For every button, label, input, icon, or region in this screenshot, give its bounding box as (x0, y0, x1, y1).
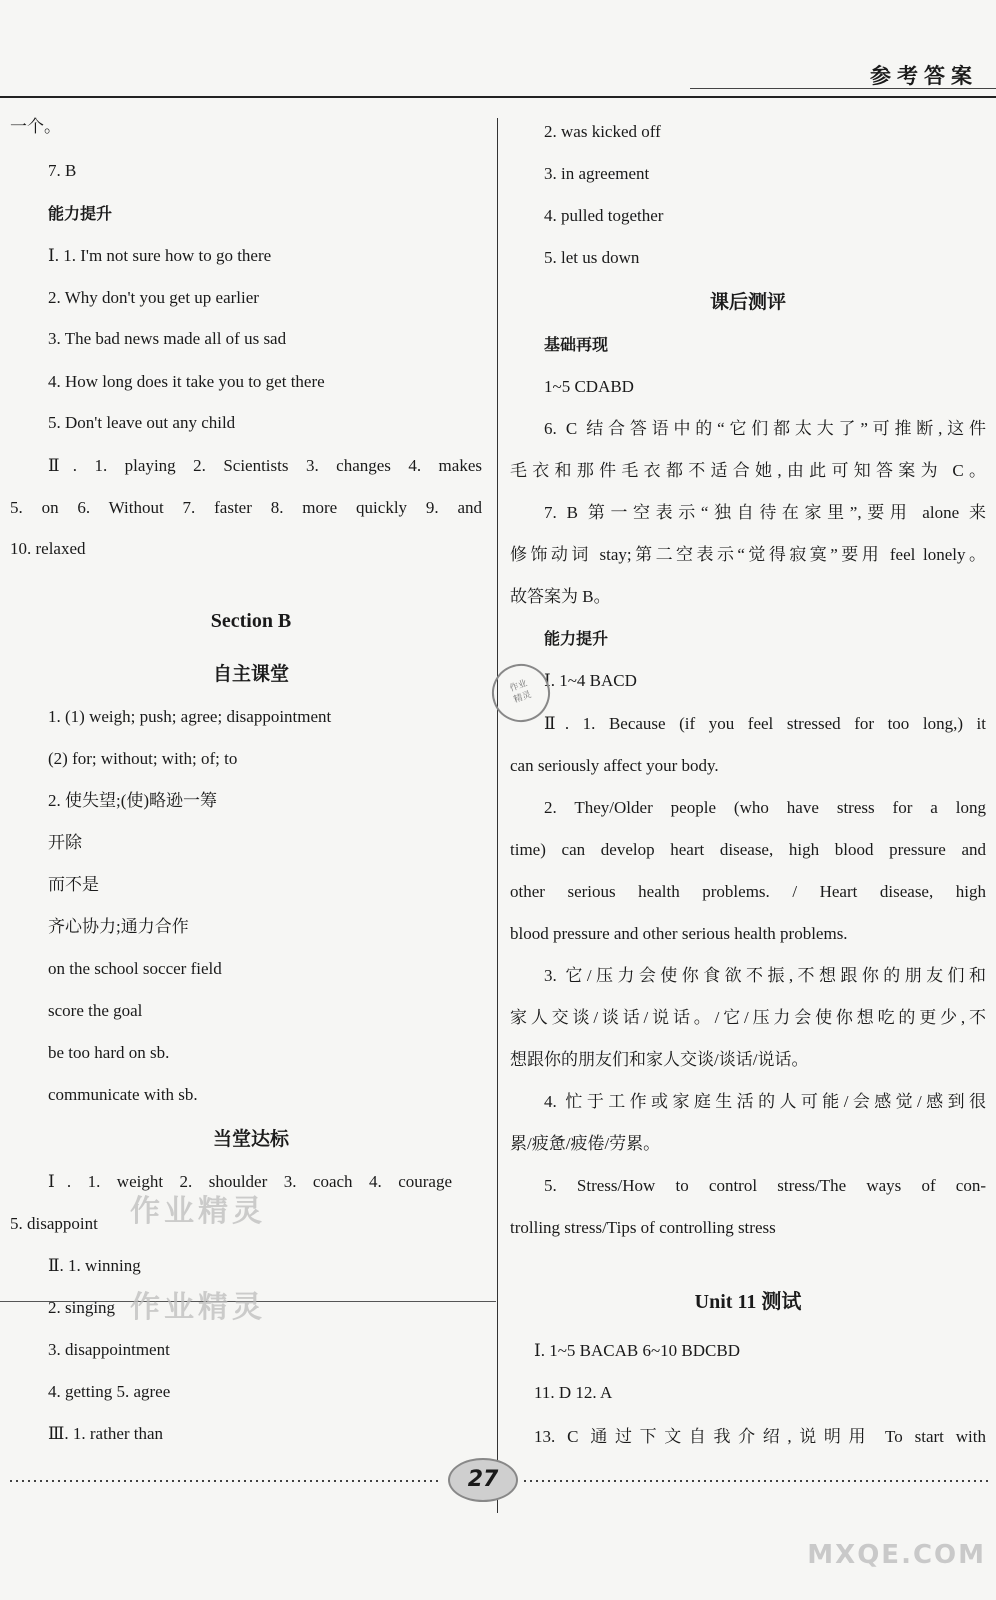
section-title: Section B (210, 610, 292, 632)
text-line: 开除 (48, 833, 82, 852)
text-line: Ⅰ. 1~5 BACAB 6~10 BDCBD (534, 1341, 741, 1360)
text-line: score the goal (48, 1001, 143, 1020)
section-subtitle: 当堂达标 (212, 1128, 289, 1150)
footer-dotted-rule (8, 1480, 440, 1482)
page-number: 27 (448, 1458, 518, 1502)
text-line: 家人交谈/谈话/说话。/它/压力会使你想吃的更少,不 (510, 1008, 986, 1027)
text-line: 而不是 (48, 875, 99, 894)
text-line: 1~5 CDABD (544, 377, 634, 396)
text-line: 修饰动词 stay;第二空表示“觉得寂寞”要用 feel lonely。 (510, 545, 986, 564)
text-line: 2. was kicked off (544, 122, 661, 141)
text-line: 7. B (48, 161, 77, 180)
text-line: other serious health problems. / Heart disease, high (510, 882, 986, 901)
header-rule (0, 96, 996, 98)
text-line: 累/疲惫/疲倦/劳累。 (510, 1134, 661, 1153)
text-line: 5. Stress/How to control stress/The ways of con- (544, 1176, 986, 1195)
text-line: Ⅱ. 1. Because (if you feel stressed for too long,) it (544, 714, 986, 733)
text-line: communicate with sb. (48, 1085, 198, 1104)
text-line: Ⅰ. 1. I'm not sure how to go there (48, 246, 272, 265)
text-line: 想跟你的朋友们和家人交谈/谈话/说话。 (510, 1050, 809, 1069)
text-line: 2. singing (48, 1298, 116, 1317)
text-line: 3. disappointment (48, 1340, 170, 1359)
subheading: 能力提升 (544, 629, 609, 648)
text-line: 一个。 (10, 117, 61, 136)
text-line: 5. Don't leave out any child (48, 413, 236, 432)
text-line: 3. in agreement (544, 164, 650, 183)
text-line: 4. pulled together (544, 206, 664, 225)
text-line: 2. 使失望;(使)略逊一筹 (48, 791, 218, 810)
text-line: 3. 它/压力会使你食欲不振,不想跟你的朋友们和 (544, 966, 986, 985)
stamp-icon: 作业 精灵 (484, 656, 558, 730)
text-line: Ⅲ. 1. rather than (48, 1424, 164, 1443)
text-line: blood pressure and other serious health problems. (510, 924, 848, 943)
text-line: Ⅰ. 1~4 BACD (544, 671, 637, 690)
text-line: Ⅱ. 1. playing 2. Scientists 3. changes 4. makes (48, 456, 482, 475)
text-line: 6. C 结合答语中的“它们都太大了”可推断,这件 (544, 419, 986, 438)
section-title: Unit 11 测试 (694, 1291, 802, 1313)
text-line: 5. on 6. Without 7. faster 8. more quickly 9. and (10, 498, 482, 517)
subheading: 基础再现 (544, 335, 609, 354)
text-line: 2. They/Older people (who have stress for a long (544, 798, 986, 817)
text-line: trolling stress/Tips of controlling stress (510, 1218, 776, 1237)
text-line: be too hard on sb. (48, 1043, 170, 1062)
section-subtitle: 课后测评 (709, 291, 786, 313)
text-line: 13. C 通过下文自我介绍,说明用 To start with (534, 1427, 986, 1446)
text-line: Ⅱ. 1. winning (48, 1256, 141, 1275)
text-line: 4. getting 5. agree (48, 1382, 171, 1401)
text-line: 齐心协力;通力合作 (48, 917, 189, 936)
header-rule-thin (690, 88, 996, 89)
text-line: 4. How long does it take you to get there (48, 372, 325, 391)
text-line: 3. The bad news made all of us sad (48, 329, 287, 348)
text-line: can seriously affect your body. (510, 756, 719, 775)
text-line: 2. Why don't you get up earlier (48, 288, 259, 307)
watermark-text: 作业精灵 (130, 1290, 266, 1325)
footer-dotted-rule (522, 1480, 988, 1482)
text-line: Ⅰ. 1. weight 2. shoulder 3. coach 4. courage (48, 1172, 452, 1191)
text-line: 1. (1) weigh; push; agree; disappointment (48, 707, 332, 726)
text-line: 10. relaxed (10, 539, 86, 558)
subheading: 能力提升 (48, 204, 113, 223)
text-line: (2) for; without; with; of; to (48, 749, 238, 768)
site-watermark: MXQE.COM (807, 1540, 986, 1570)
text-line: 毛衣和那件毛衣都不适合她,由此可知答案为 C。 (510, 461, 986, 480)
text-line: time) can develop heart disease, high blood pressure and (510, 840, 986, 859)
text-line: 7. B 第一空表示“独自待在家里”,要用 alone 来 (544, 503, 986, 522)
text-line: on the school soccer field (48, 959, 222, 978)
section-subtitle: 自主课堂 (212, 663, 289, 685)
text-line: 4. 忙于工作或家庭生活的人可能/会感觉/感到很 (544, 1092, 986, 1111)
column-divider (497, 118, 498, 1513)
text-line: 故答案为 B。 (510, 587, 611, 606)
text-line: 5. disappoint (10, 1214, 98, 1233)
header-title: 参考答案 (870, 64, 978, 88)
text-line: 5. let us down (544, 248, 640, 267)
watermark-text: 作业精灵 (130, 1194, 266, 1229)
text-line: 11. D 12. A (534, 1383, 613, 1402)
